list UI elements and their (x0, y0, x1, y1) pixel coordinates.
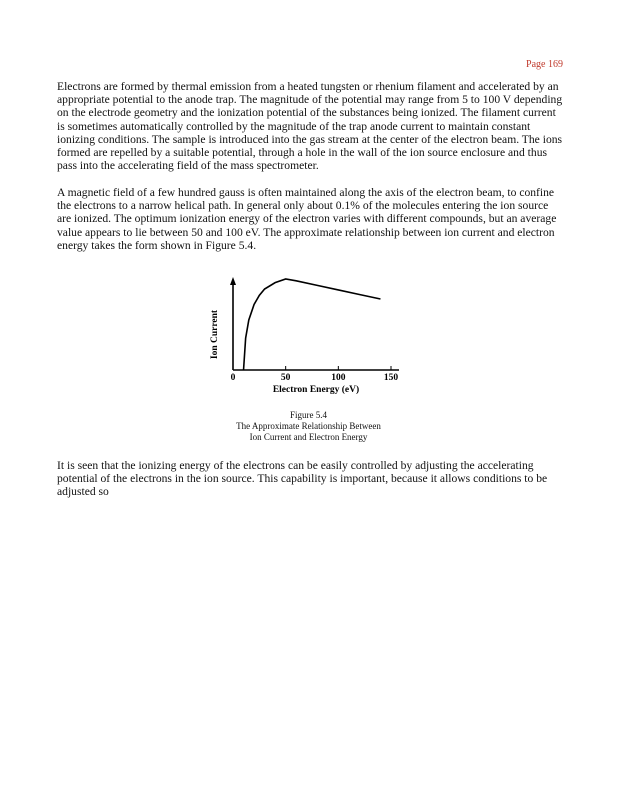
caption-line-2: Ion Current and Electron Energy (249, 432, 368, 442)
caption-title: Figure 5.4 (290, 410, 327, 420)
paragraph-magnetic-field: A magnetic field of a few hundred gauss is often maintained along the axis of the electron beam, to confine the electrons to a narrow helical path. In general only about 0.1% of the molecules entering the ion source are ionized. The optimum ionization energy of the electron varies with different compounds, but an average value appears to lie between 50 and 100 eV. The approximate relationship between ion current and electron energy takes the form shown in Figure 5.4. (57, 186, 557, 252)
paragraph-electron-formation: Electrons are formed by thermal emission from a heated tungsten or rhenium filament and accelerated by an appropriate potential to the anode trap. The magnitude of the potential may range from 5 to 100 V depending on the electrode geometry and the ionization potential of the substances being ionized. The filament current is sometimes automatically controlled by the magnitude of the trap anode current to maintain constant ionizing conditions. The sample is introduced into the gas stream at the center of the electron beam. The ions formed are repelled by a suitable potential, through a hole in the wall of the ion source enclosure and thus pass into the accelerating field of the mass spectrometer. (57, 80, 563, 173)
x-tick-label: 100 (331, 373, 346, 383)
ion-current-chart (205, 265, 415, 400)
caption-line-1: The Approximate Relationship Between (236, 421, 381, 431)
page-number: Page 169 (526, 59, 563, 70)
series-line-ion-current (244, 279, 381, 370)
y-axis-arrow-icon (230, 277, 236, 285)
x-tick-label: 50 (280, 373, 291, 383)
paragraph-ionizing-energy: It is seen that the ionizing energy of the electrons can be easily controlled by adjusting the accelerating potential of the electrons in the ion source. This capability is important, because it allows conditions to be adjusted so (57, 459, 548, 499)
x-tick-label: 0 (230, 373, 236, 383)
figure-5-4 (205, 265, 415, 400)
x-axis-label: Electron Energy (eV) (272, 385, 360, 395)
y-axis-label: Ion Current (210, 309, 220, 360)
figure-caption (0, 410, 617, 443)
x-tick-label: 150 (383, 373, 399, 383)
